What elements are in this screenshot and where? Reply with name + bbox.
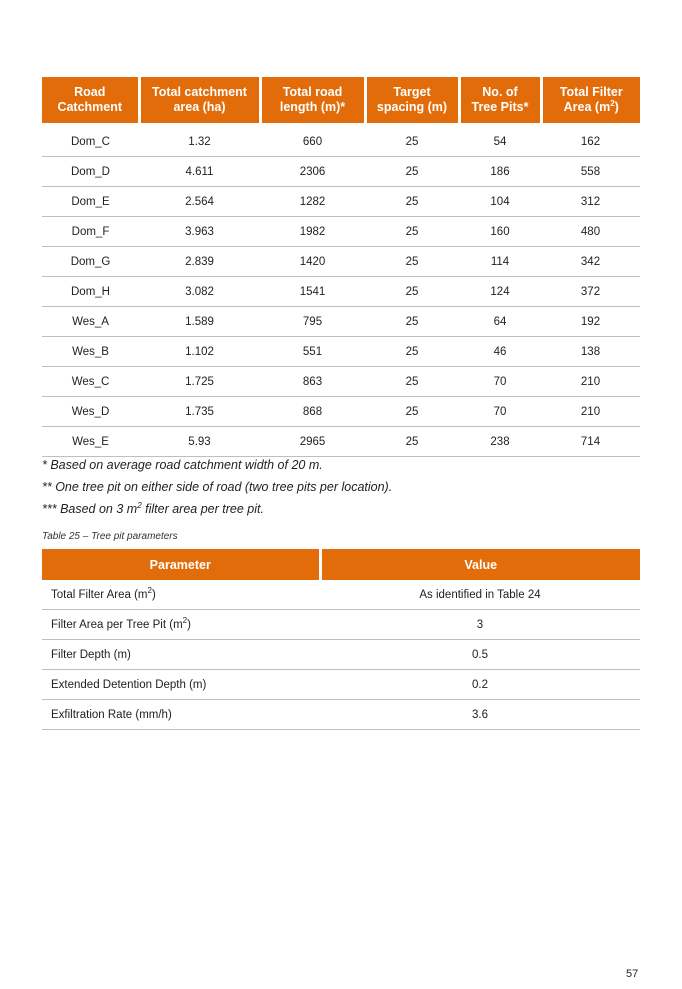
table-cell: 210: [541, 367, 640, 397]
header-parameter: Parameter: [42, 549, 320, 580]
table-cell: 342: [541, 247, 640, 277]
table-cell: 104: [459, 187, 541, 217]
table-cell: 3.082: [139, 277, 260, 307]
table-row: [42, 127, 640, 157]
table-row: [42, 217, 640, 247]
table-cell: Dom_D: [42, 157, 139, 187]
header-no-of-tree-pits: No. of Tree Pits*: [459, 77, 541, 123]
table-row: [42, 580, 640, 610]
header-total-catchment-area: Total catchment area (ha): [139, 77, 260, 123]
parameters-table-header: [42, 549, 640, 580]
value-cell: As identified in Table 24: [320, 580, 640, 610]
table-cell: 25: [365, 187, 459, 217]
table-cell: Wes_D: [42, 397, 139, 427]
table-caption: Table 25 – Tree pit parameters: [42, 531, 178, 542]
table-cell: 1.102: [139, 337, 260, 367]
note-2: ** One tree pit on either side of road (two tree pits per location).: [42, 480, 393, 494]
table-cell: 1.735: [139, 397, 260, 427]
table-cell: 25: [365, 127, 459, 157]
table-cell: Dom_E: [42, 187, 139, 217]
table-cell: 192: [541, 307, 640, 337]
table-cell: 186: [459, 157, 541, 187]
table-row: [42, 337, 640, 367]
table-cell: 3.963: [139, 217, 260, 247]
parameter-cell: Exfiltration Rate (mm/h): [42, 700, 320, 730]
table-row: [42, 427, 640, 457]
catchment-table-header: [42, 77, 640, 123]
table-cell: 372: [541, 277, 640, 307]
table-cell: 238: [459, 427, 541, 457]
table-cell: 25: [365, 307, 459, 337]
table-cell: 25: [365, 217, 459, 247]
parameter-cell: Filter Depth (m): [42, 640, 320, 670]
table-cell: 64: [459, 307, 541, 337]
table-cell: 558: [541, 157, 640, 187]
table-cell: 2.564: [139, 187, 260, 217]
table-cell: 1.32: [139, 127, 260, 157]
table-cell: 114: [459, 247, 541, 277]
table-row: [42, 247, 640, 277]
table-cell: 795: [260, 307, 365, 337]
table-cell: 2965: [260, 427, 365, 457]
table-cell: Dom_C: [42, 127, 139, 157]
parameter-cell: Filter Area per Tree Pit $(m^2)$: [42, 610, 320, 640]
table-cell: 868: [260, 397, 365, 427]
table-cell: Dom_H: [42, 277, 139, 307]
table-cell: 162: [541, 127, 640, 157]
table-row: [42, 640, 640, 670]
table-cell: 25: [365, 157, 459, 187]
table-cell: 863: [260, 367, 365, 397]
table-cell: Dom_G: [42, 247, 139, 277]
table-cell: 70: [459, 397, 541, 427]
table-cell: Wes_C: [42, 367, 139, 397]
table-cell: 4.611: [139, 157, 260, 187]
table-row: [42, 307, 640, 337]
table-cell: 138: [541, 337, 640, 367]
table-row: [42, 397, 640, 427]
table-cell: 5.93: [139, 427, 260, 457]
table-cell: 1282: [260, 187, 365, 217]
table-cell: Wes_A: [42, 307, 139, 337]
table-cell: 25: [365, 397, 459, 427]
value-cell: 0.5: [320, 640, 640, 670]
table-cell: 46: [459, 337, 541, 367]
catchment-table: [42, 77, 640, 457]
page-number: 57: [626, 968, 639, 980]
table-cell: 25: [365, 247, 459, 277]
header-total-filter-area: Total Filter Area $(m^2)$: [541, 77, 640, 123]
header-total-road-length: Total road length (m)*: [260, 77, 365, 123]
header-value: Value: [320, 549, 640, 580]
tree-pit-parameters-table: [42, 549, 640, 730]
table-row: [42, 277, 640, 307]
table-cell: Wes_B: [42, 337, 139, 367]
table-cell: 1541: [260, 277, 365, 307]
table-cell: 70: [459, 367, 541, 397]
header-target-spacing: Target spacing (m): [365, 77, 459, 123]
table-cell: 25: [365, 367, 459, 397]
header-road-catchment: Road Catchment: [42, 77, 139, 123]
table-cell: 714: [541, 427, 640, 457]
value-cell: 3: [320, 610, 640, 640]
parameter-cell: Total Filter Area $(m^2)$: [42, 580, 320, 610]
table-row: [42, 610, 640, 640]
parameter-cell: Extended Detention Depth (m): [42, 670, 320, 700]
table-cell: 1420: [260, 247, 365, 277]
table-cell: 1.725: [139, 367, 260, 397]
note-3: *** Based on 3 $m^2$ filter area per tree pit.: [42, 500, 264, 516]
table-cell: 124: [459, 277, 541, 307]
table-row: [42, 187, 640, 217]
table-cell: 25: [365, 277, 459, 307]
table-row: [42, 157, 640, 187]
note-1: * Based on average road catchment width of 20 m.: [42, 458, 323, 472]
table-cell: 2306: [260, 157, 365, 187]
table-row: [42, 367, 640, 397]
table-cell: 210: [541, 397, 640, 427]
table-cell: 312: [541, 187, 640, 217]
table-cell: 551: [260, 337, 365, 367]
table-cell: 25: [365, 337, 459, 367]
table-cell: 25: [365, 427, 459, 457]
table-cell: 660: [260, 127, 365, 157]
table-row: [42, 670, 640, 700]
table-cell: 2.839: [139, 247, 260, 277]
value-cell: 0.2: [320, 670, 640, 700]
table-row: [42, 700, 640, 730]
table-cell: 160: [459, 217, 541, 247]
table-cell: 54: [459, 127, 541, 157]
value-cell: 3.6: [320, 700, 640, 730]
table-cell: 1982: [260, 217, 365, 247]
table-cell: 1.589: [139, 307, 260, 337]
table-cell: 480: [541, 217, 640, 247]
table-cell: Dom_F: [42, 217, 139, 247]
table-cell: Wes_E: [42, 427, 139, 457]
table-notes: [42, 456, 642, 522]
